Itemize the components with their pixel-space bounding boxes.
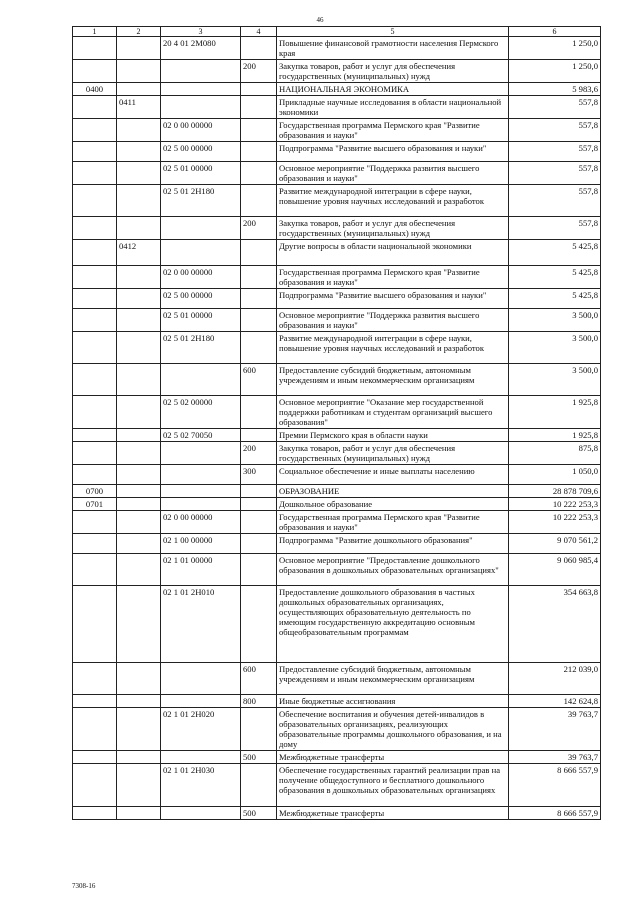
cell-c6: 9 070 561,2 — [509, 534, 601, 554]
page-number: 46 — [316, 16, 324, 24]
cell-c4: 200 — [241, 60, 277, 83]
cell-c4 — [241, 429, 277, 442]
table-row — [73, 708, 601, 751]
cell-c2: 0411 — [117, 96, 161, 119]
cell-c5: Государственная программа Пермского края "Развитие образования и науки" — [277, 511, 509, 534]
cell-c6: 3 500,0 — [509, 309, 601, 332]
cell-c3 — [161, 217, 241, 240]
cell-c3 — [161, 751, 241, 764]
table-row — [73, 364, 601, 396]
cell-c3 — [161, 364, 241, 396]
cell-c5: Подпрограмма "Развитие высшего образования и науки" — [277, 289, 509, 309]
table-body — [73, 27, 601, 820]
cell-c2: 0412 — [117, 240, 161, 266]
cell-c5: Обеспечение государственных гарантий реализации прав на получение общедоступного и бесплатного дошкольного образования в дошкольных образовательных организациях — [277, 764, 509, 807]
cell-c5: Государственная программа Пермского края "Развитие образования и науки" — [277, 119, 509, 142]
cell-c2 — [117, 60, 161, 83]
cell-c1 — [73, 429, 117, 442]
cell-c1 — [73, 396, 117, 429]
cell-c3: 02 1 01 2Н010 — [161, 586, 241, 663]
cell-c1 — [73, 217, 117, 240]
cell-c6: 39 763,7 — [509, 751, 601, 764]
cell-c2 — [117, 442, 161, 465]
cell-c1 — [73, 534, 117, 554]
cell-c5: Повышение финансовой грамотности населения Пермского края — [277, 37, 509, 60]
cell-c5: Другие вопросы в области национальной экономики — [277, 240, 509, 266]
table-row — [73, 162, 601, 185]
table-row — [73, 807, 601, 820]
cell-c2 — [117, 511, 161, 534]
cell-c5: Основное мероприятие "Поддержка развития высшего образования и науки" — [277, 309, 509, 332]
cell-c2 — [117, 708, 161, 751]
cell-c4 — [241, 332, 277, 364]
cell-c1 — [73, 807, 117, 820]
cell-c4 — [241, 37, 277, 60]
cell-c2 — [117, 217, 161, 240]
cell-c5: Закупка товаров, работ и услуг для обеспечения государственных (муниципальных) нужд — [277, 60, 509, 83]
cell-c4 — [241, 485, 277, 498]
cell-c2 — [117, 429, 161, 442]
cell-c1 — [73, 96, 117, 119]
cell-c5: НАЦИОНАЛЬНАЯ ЭКОНОМИКА — [277, 83, 509, 96]
table-row — [73, 534, 601, 554]
cell-c5: Основное мероприятие "Оказание мер государственной поддержки работникам и студентам организаций высшего образования" — [277, 396, 509, 429]
cell-c3 — [161, 83, 241, 96]
cell-c1 — [73, 266, 117, 289]
table-row — [73, 96, 601, 119]
table-row — [73, 485, 601, 498]
cell-c1 — [73, 586, 117, 663]
cell-c6: 8 666 557,9 — [509, 807, 601, 820]
table-row — [73, 751, 601, 764]
cell-c1 — [73, 289, 117, 309]
cell-c6: 875,8 — [509, 442, 601, 465]
cell-c2 — [117, 119, 161, 142]
cell-c4 — [241, 162, 277, 185]
cell-c3 — [161, 465, 241, 485]
cell-c6: 142 624,8 — [509, 695, 601, 708]
cell-c3 — [161, 695, 241, 708]
cell-c3: 02 1 01 00000 — [161, 554, 241, 586]
cell-c1 — [73, 364, 117, 396]
cell-c3 — [161, 485, 241, 498]
cell-c1 — [73, 119, 117, 142]
cell-c4: 300 — [241, 465, 277, 485]
cell-c2 — [117, 142, 161, 162]
cell-c4 — [241, 708, 277, 751]
cell-c6: 5 983,6 — [509, 83, 601, 96]
cell-c6: 557,8 — [509, 185, 601, 217]
cell-c5: Иные бюджетные ассигнования — [277, 695, 509, 708]
table-row — [73, 142, 601, 162]
cell-c5: Социальное обеспечение и иные выплаты населению — [277, 465, 509, 485]
cell-c5: Закупка товаров, работ и услуг для обеспечения государственных (муниципальных) нужд — [277, 442, 509, 465]
header-cell: 4 — [241, 27, 277, 37]
cell-c1: 0701 — [73, 498, 117, 511]
table-row — [73, 266, 601, 289]
cell-c3 — [161, 240, 241, 266]
cell-c6: 557,8 — [509, 96, 601, 119]
cell-c3 — [161, 442, 241, 465]
cell-c3: 02 0 00 00000 — [161, 119, 241, 142]
cell-c5: Дошкольное образование — [277, 498, 509, 511]
cell-c2 — [117, 185, 161, 217]
cell-c6: 5 425,8 — [509, 266, 601, 289]
cell-c6: 28 878 709,6 — [509, 485, 601, 498]
cell-c4 — [241, 764, 277, 807]
cell-c6: 5 425,8 — [509, 240, 601, 266]
cell-c5: Развитие международной интеграции в сфере науки, повышение уровня научных исследований и разработок — [277, 185, 509, 217]
cell-c4 — [241, 511, 277, 534]
cell-c2 — [117, 554, 161, 586]
cell-c3: 02 5 01 2Н180 — [161, 332, 241, 364]
cell-c4 — [241, 498, 277, 511]
cell-c3: 02 1 01 2Н020 — [161, 708, 241, 751]
cell-c4 — [241, 96, 277, 119]
cell-c3: 02 5 00 00000 — [161, 289, 241, 309]
cell-c2 — [117, 534, 161, 554]
cell-c2 — [117, 83, 161, 96]
cell-c2 — [117, 586, 161, 663]
cell-c1 — [73, 511, 117, 534]
cell-c6: 9 060 985,4 — [509, 554, 601, 586]
table-row — [73, 586, 601, 663]
cell-c4 — [241, 586, 277, 663]
header-cell: 1 — [73, 27, 117, 37]
cell-c5: ОБРАЗОВАНИЕ — [277, 485, 509, 498]
cell-c1 — [73, 37, 117, 60]
table-row — [73, 332, 601, 364]
cell-c5: Обеспечение воспитания и обучения детей-инвалидов в образовательных организациях, реализующих образовательные программы дошкольного образования, и на дому — [277, 708, 509, 751]
cell-c2 — [117, 332, 161, 364]
table-row — [73, 695, 601, 708]
cell-c1 — [73, 663, 117, 695]
cell-c4 — [241, 83, 277, 96]
table-row — [73, 83, 601, 96]
table-row — [73, 554, 601, 586]
cell-c2 — [117, 498, 161, 511]
cell-c5: Предоставление субсидий бюджетным, автономным учреждениям и иным некоммерческим организациям — [277, 364, 509, 396]
cell-c3 — [161, 96, 241, 119]
cell-c5: Предоставление субсидий бюджетным, автономным учреждениям и иным некоммерческим организациям — [277, 663, 509, 695]
cell-c2 — [117, 663, 161, 695]
cell-c2 — [117, 396, 161, 429]
cell-c3: 02 1 00 00000 — [161, 534, 241, 554]
cell-c1 — [73, 751, 117, 764]
cell-c2 — [117, 364, 161, 396]
header-cell: 3 — [161, 27, 241, 37]
cell-c2 — [117, 807, 161, 820]
cell-c3: 02 1 01 2Н030 — [161, 764, 241, 807]
cell-c6: 557,8 — [509, 142, 601, 162]
table-row — [73, 764, 601, 807]
header-cell: 6 — [509, 27, 601, 37]
cell-c5: Государственная программа Пермского края "Развитие образования и науки" — [277, 266, 509, 289]
cell-c4: 500 — [241, 751, 277, 764]
table-row — [73, 289, 601, 309]
cell-c6: 3 500,0 — [509, 332, 601, 364]
table-row — [73, 442, 601, 465]
table-row — [73, 465, 601, 485]
cell-c4 — [241, 289, 277, 309]
cell-c6: 1 250,0 — [509, 60, 601, 83]
header-cell: 5 — [277, 27, 509, 37]
table-row — [73, 240, 601, 266]
cell-c4 — [241, 534, 277, 554]
cell-c4 — [241, 309, 277, 332]
cell-c6: 10 222 253,3 — [509, 498, 601, 511]
cell-c2 — [117, 751, 161, 764]
cell-c5: Премии Пермского края в области науки — [277, 429, 509, 442]
table-row — [73, 119, 601, 142]
cell-c4 — [241, 142, 277, 162]
cell-c1: 0400 — [73, 83, 117, 96]
cell-c6: 3 500,0 — [509, 364, 601, 396]
cell-c4: 500 — [241, 807, 277, 820]
header-cell: 2 — [117, 27, 161, 37]
cell-c2 — [117, 764, 161, 807]
cell-c6: 1 925,8 — [509, 396, 601, 429]
footer-code: 7308-16 — [72, 882, 96, 890]
cell-c2 — [117, 162, 161, 185]
cell-c4 — [241, 554, 277, 586]
cell-c3 — [161, 807, 241, 820]
cell-c2 — [117, 695, 161, 708]
table-row — [73, 663, 601, 695]
cell-c1 — [73, 764, 117, 807]
cell-c5: Основное мероприятие "Поддержка развития высшего образования и науки" — [277, 162, 509, 185]
cell-c4 — [241, 396, 277, 429]
cell-c2 — [117, 309, 161, 332]
cell-c4 — [241, 185, 277, 217]
cell-c1 — [73, 309, 117, 332]
cell-c1 — [73, 554, 117, 586]
cell-c3: 02 5 02 00000 — [161, 396, 241, 429]
cell-c4 — [241, 240, 277, 266]
cell-c5: Прикладные научные исследования в области национальной экономики — [277, 96, 509, 119]
cell-c3 — [161, 663, 241, 695]
cell-c3: 02 5 01 00000 — [161, 162, 241, 185]
cell-c5: Подпрограмма "Развитие высшего образования и науки" — [277, 142, 509, 162]
table-row — [73, 429, 601, 442]
cell-c5: Основное мероприятие "Предоставление дошкольного образования в дошкольных образовательных организациях" — [277, 554, 509, 586]
cell-c1 — [73, 185, 117, 217]
cell-c4 — [241, 119, 277, 142]
cell-c3 — [161, 498, 241, 511]
table-header-row — [73, 27, 601, 37]
cell-c3: 02 0 00 00000 — [161, 266, 241, 289]
cell-c1: 0700 — [73, 485, 117, 498]
table-row — [73, 37, 601, 60]
cell-c1 — [73, 142, 117, 162]
cell-c6: 10 222 253,3 — [509, 511, 601, 534]
cell-c5: Подпрограмма "Развитие дошкольного образования" — [277, 534, 509, 554]
cell-c3: 02 5 02 70050 — [161, 429, 241, 442]
cell-c6: 1 050,0 — [509, 465, 601, 485]
cell-c1 — [73, 332, 117, 364]
cell-c5: Закупка товаров, работ и услуг для обеспечения государственных (муниципальных) нужд — [277, 217, 509, 240]
cell-c1 — [73, 240, 117, 266]
cell-c6: 212 039,0 — [509, 663, 601, 695]
cell-c4 — [241, 266, 277, 289]
cell-c3: 02 0 00 00000 — [161, 511, 241, 534]
cell-c5: Развитие международной интеграции в сфере науки, повышение уровня научных исследований и разработок — [277, 332, 509, 364]
table-row — [73, 309, 601, 332]
cell-c2 — [117, 266, 161, 289]
cell-c6: 8 666 557,9 — [509, 764, 601, 807]
table-row — [73, 396, 601, 429]
cell-c2 — [117, 465, 161, 485]
table-row — [73, 185, 601, 217]
cell-c5: Межбюджетные трансферты — [277, 751, 509, 764]
cell-c6: 1 250,0 — [509, 37, 601, 60]
cell-c1 — [73, 60, 117, 83]
cell-c3 — [161, 60, 241, 83]
cell-c5: Межбюджетные трансферты — [277, 807, 509, 820]
cell-c5: Предоставление дошкольного образования в частных дошкольных образовательных организациях, осуществляющих образовательную деятельность по имеющим государственную аккредитацию основным общеобразовательным программам — [277, 586, 509, 663]
cell-c6: 557,8 — [509, 119, 601, 142]
cell-c4: 600 — [241, 663, 277, 695]
cell-c6: 354 663,8 — [509, 586, 601, 663]
budget-table — [72, 26, 601, 820]
cell-c1 — [73, 708, 117, 751]
cell-c2 — [117, 289, 161, 309]
cell-c6: 39 763,7 — [509, 708, 601, 751]
cell-c6: 557,8 — [509, 217, 601, 240]
cell-c6: 5 425,8 — [509, 289, 601, 309]
cell-c1 — [73, 695, 117, 708]
table-row — [73, 498, 601, 511]
cell-c6: 1 925,8 — [509, 429, 601, 442]
cell-c1 — [73, 442, 117, 465]
cell-c6: 557,8 — [509, 162, 601, 185]
table-row — [73, 511, 601, 534]
cell-c3: 02 5 01 00000 — [161, 309, 241, 332]
cell-c4: 800 — [241, 695, 277, 708]
cell-c1 — [73, 465, 117, 485]
table-row — [73, 60, 601, 83]
cell-c2 — [117, 37, 161, 60]
cell-c3: 02 5 01 2Н180 — [161, 185, 241, 217]
cell-c4: 600 — [241, 364, 277, 396]
cell-c3: 02 5 00 00000 — [161, 142, 241, 162]
cell-c1 — [73, 162, 117, 185]
table-row — [73, 217, 601, 240]
cell-c4: 200 — [241, 442, 277, 465]
cell-c4: 200 — [241, 217, 277, 240]
cell-c2 — [117, 485, 161, 498]
cell-c3: 20 4 01 2М080 — [161, 37, 241, 60]
